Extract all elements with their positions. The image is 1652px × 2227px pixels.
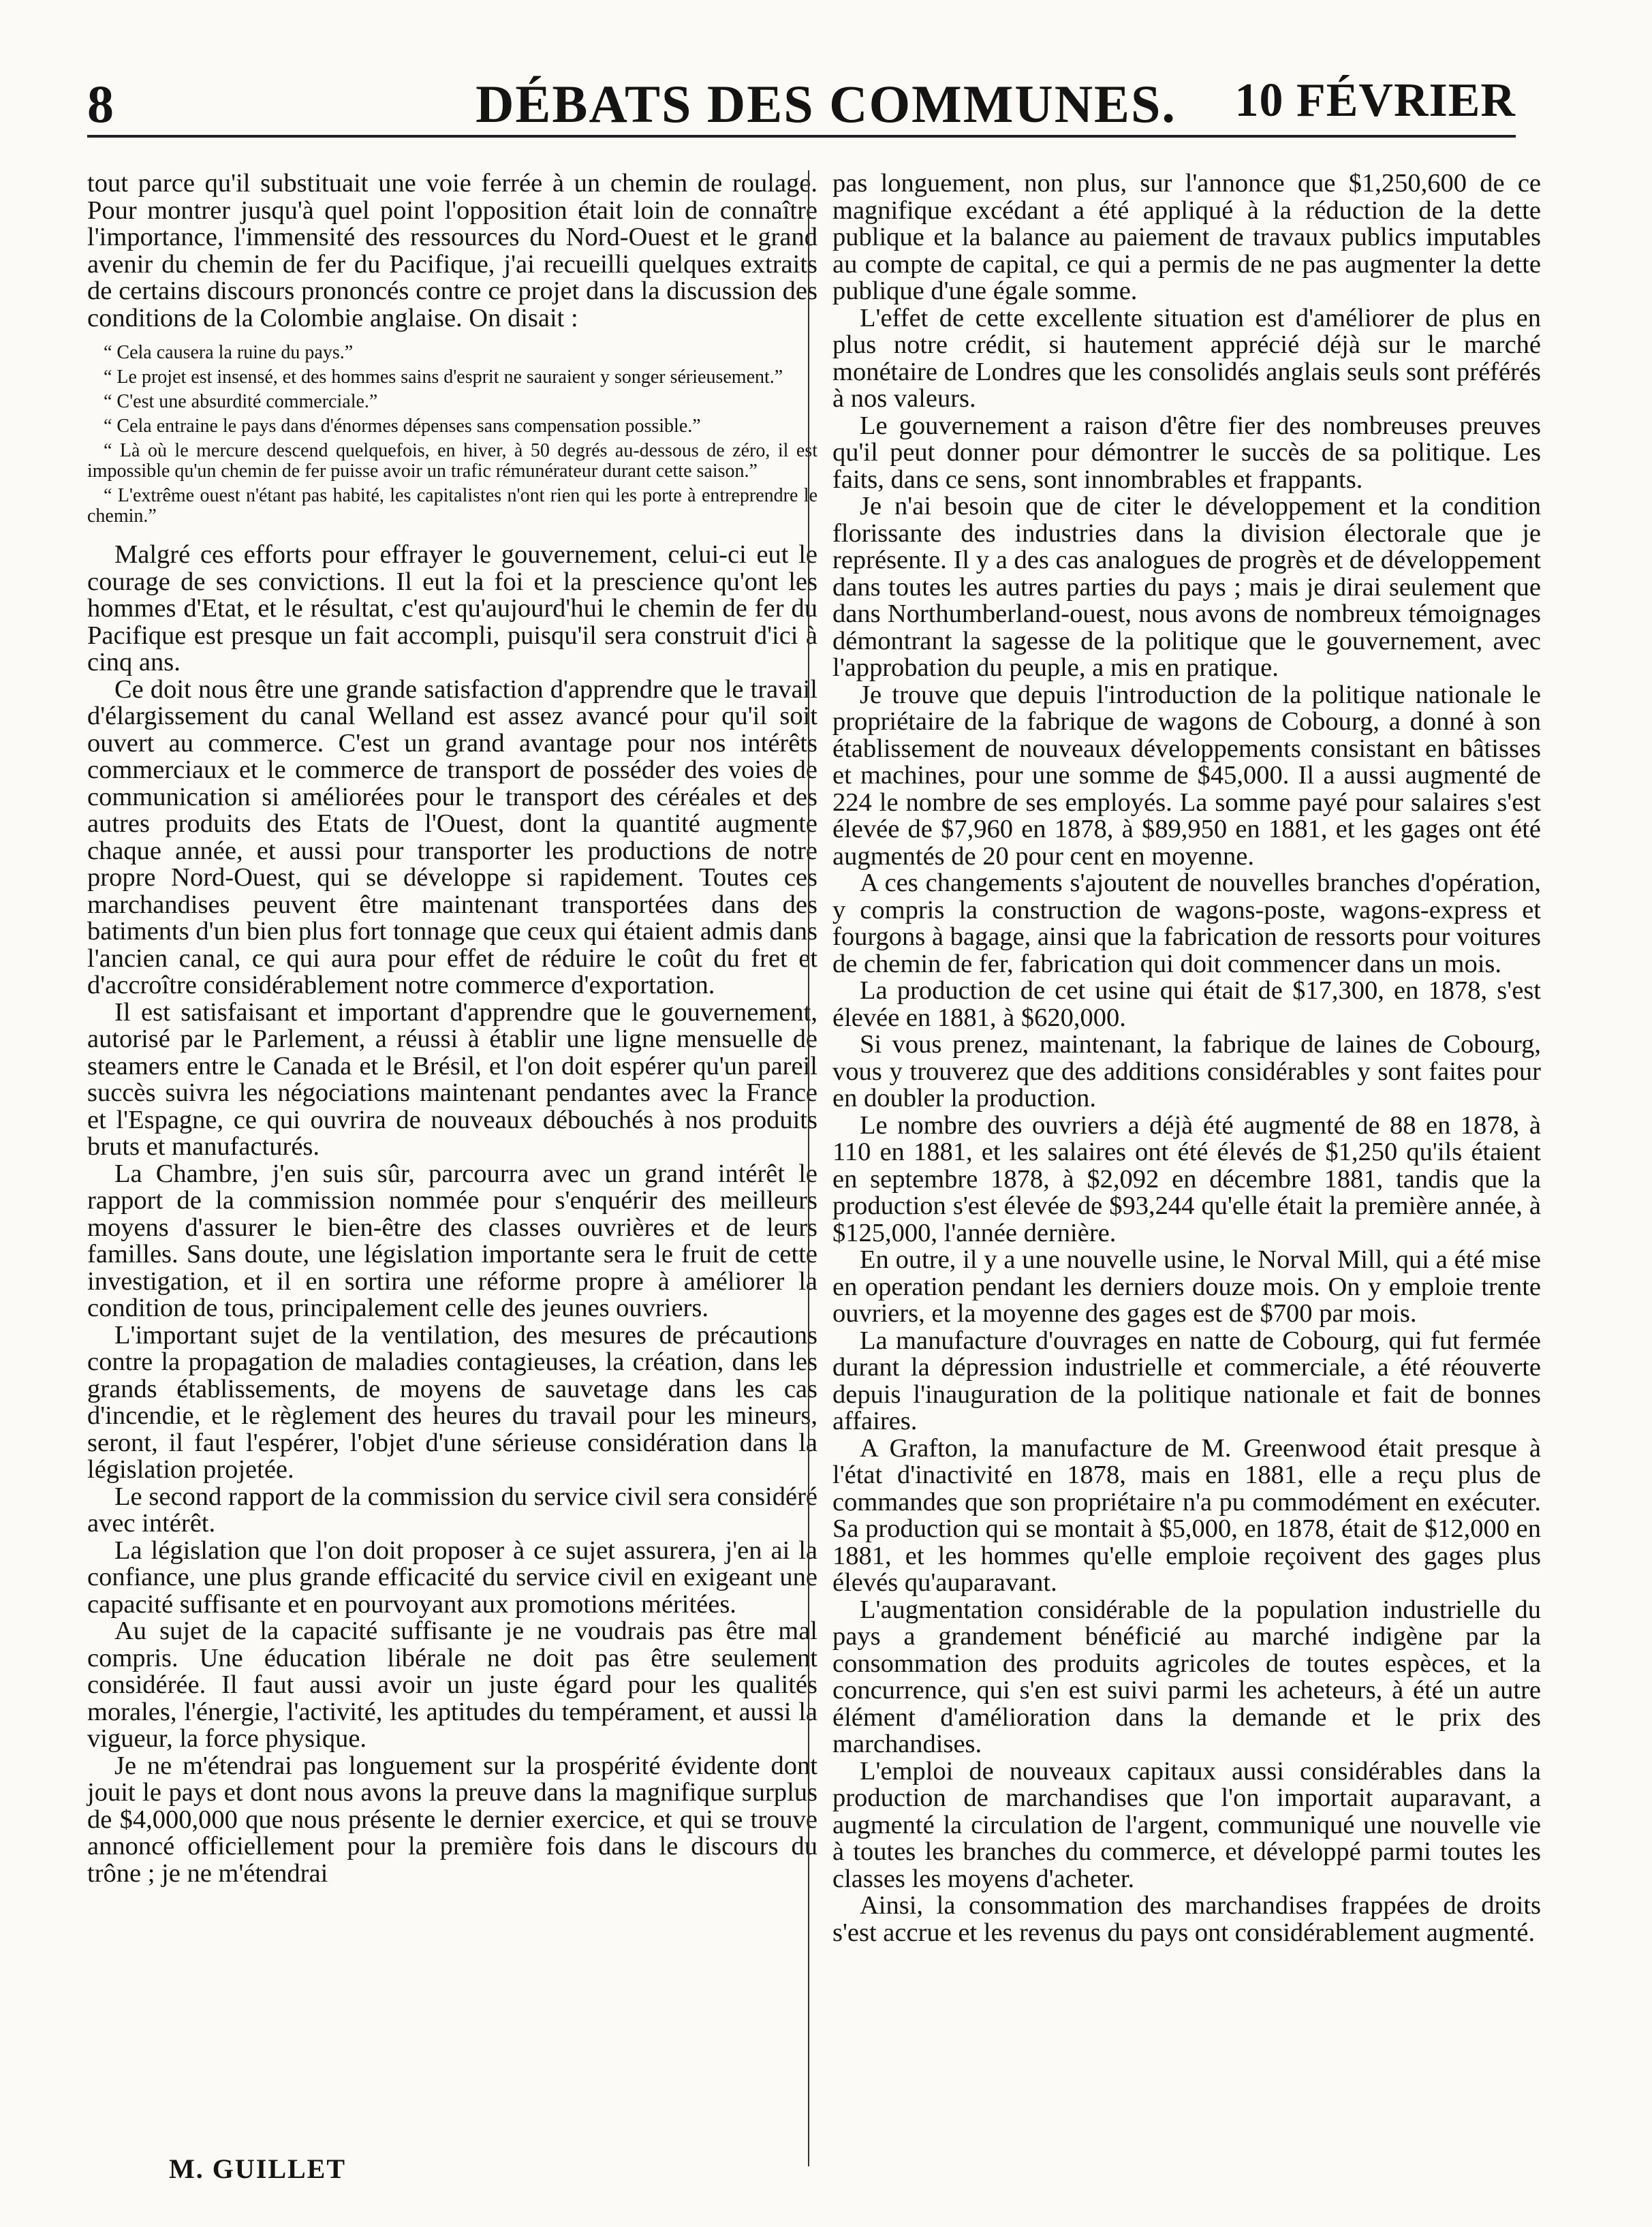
paragraph: Au sujet de la capacité suffisante je ne voudrais pas être mal compris. Une éducation libérale ne doit pas être seulement considérée. Il faut aussi avoir un juste égard pour les qualités morales, l'énergie, l'activité, les aptitudes du tempérament, et aussi la vigueur, la force physique. <box>87 1617 817 1753</box>
page-number: 8 <box>87 74 114 134</box>
quote-line: “ C'est une absurdité commerciale.” <box>104 391 378 412</box>
paragraph: Si vous prenez, maintenant, la fabrique de laines de Cobourg, vous y trouverez que des additions considérables y sont faites pour en doubler la production. <box>832 1030 1541 1112</box>
paragraph: Il est satisfaisant et important d'apprendre que le gouvernement, autorisé par le Parlement, a réussi à établir une ligne mensuelle de steamers entre le Canada et le Brésil, et l'on doit espérer qu'un pareil succès suivra les négociations maintenant pendantes avec la France et l'Espagne, ce qui ouvrira de nouveaux débouchés à nos produits bruts et manufacturés. <box>87 997 817 1161</box>
page-header <box>0 74 1652 135</box>
paragraph: Le second rapport de la commission du service civil sera considéré avec intérêt. <box>87 1482 817 1538</box>
paragraph: Je ne m'étendrai pas longuement sur la prospérité évidente dont jouit le pays et dont nous avons la preuve dans la magnifique surplus de $4,000,000 que nous présente le dernier exercice, et qui se trouve annoncé officiellement pour la première fois dans le discours du trône ; je ne m'étendrai <box>87 1751 817 1888</box>
paragraph: La manufacture d'ouvrages en natte de Cobourg, qui fut fermée durant la dépression industrielle et commerciale, a été réouverte depuis l'inauguration de la politique nationale et fait de bonnes affaires. <box>832 1326 1541 1435</box>
quoted-objections <box>87 343 817 527</box>
paragraph: En outre, il y a une nouvelle usine, le Norval Mill, qui a été mise en operation pendant les derniers douze mois. On y emploie trente ouvriers, et la moyenne des gages est de $700 par mois. <box>832 1245 1541 1328</box>
paragraph: La Chambre, j'en suis sûr, parcourra avec un grand intérêt le rapport de la commission nommée pour s'enquérir des meilleurs moyens d'assurer le bien-être des classes ouvrières et de leurs familles. Sans doute, une législation importante sera le fruit de cette investigation, et il en sortira une réforme propre à améliorer la condition de tous, principalement celle des jeunes ouvriers. <box>87 1159 817 1322</box>
paragraph: L'augmentation considérable de la population industrielle du pays a grandement bénéficié au marché indigène par la consommation des produits agricoles de toutes espèces, et la concurrence, qui s'en est suivi parmi les acheteurs, à été un autre élément d'amélioration dans la demande et le prix des marchandises. <box>832 1595 1541 1758</box>
paragraph: Malgré ces efforts pour effrayer le gouvernement, celui-ci eut le courage de ses convictions. Il eut la foi et la prescience qu'ont les hommes d'Etat, et le résultat, c'est qu'aujourd'hui le chemin de fer du Pacifique est presque un fait accompli, puisqu'il sera construit d'ici à cinq ans. <box>87 540 817 676</box>
quote-line: “ Cela entraine le pays dans d'énormes dépenses sans compensation possible.” <box>104 416 701 437</box>
quote-line: “ Cela causera la ruine du pays.” <box>104 342 354 363</box>
paragraph: Ainsi, la consommation des marchandises frappées de droits s'est accrue et les revenus du pays ont considérablement augmenté. <box>832 1891 1541 1947</box>
header-rule <box>87 135 1516 138</box>
paragraph: Le nombre des ouvriers a déjà été augmenté de 88 en 1878, à 110 en 1881, et les salaires ont été élevés de $1,250 qu'ils étaient en septembre 1878, à $2,092 en décembre 1881, tandis que la production s'est élevée de $93,244 qu'elle était la première année, à $125,000, l'année dernière. <box>832 1110 1541 1247</box>
speaker-name: M. GUILLET <box>169 2153 347 2184</box>
paragraph: Je trouve que depuis l'introduction de la politique nationale le propriétaire de la fabrique de wagons de Cobourg, a donné à son établissement de nouveaux développements consistant en bâtisses et machines, pour une somme de $45,000. Il a aussi augmenté de 224 le nombre de ses employés. La somme payé pour salaires s'est élevée de $7,960 en 1878, à $89,950 en 1881, et les gages ont été augmentés de 20 pour cent en moyenne. <box>832 680 1541 871</box>
publication-title: DÉBATS DES COMMUNES. <box>476 74 1176 134</box>
paragraph: La production de cet usine qui était de $17,300, en 1878, s'est élevée en 1881, à $620,000. <box>832 976 1541 1032</box>
right-column <box>832 170 1541 1946</box>
paragraph: La législation que l'on doit proposer à ce sujet assurera, j'en ai la confiance, une plus grande efficacité du service civil en exigeant une capacité suffisante et en pourvoyant aux promotions méritées. <box>87 1536 817 1619</box>
paragraph: L'effet de cette excellente situation est d'améliorer de plus en plus notre crédit, si hautement apprécié déjà sur le marché monétaire de Londres que les consolidés anglais seuls sont préférés à nos valeurs. <box>832 303 1541 413</box>
paragraph: L'important sujet de la ventilation, des mesures de précautions contre la propagation de maladies contagieuses, la création, dans les grands établissements, de moyens de sauvetage dans les cas d'incendie, et le règlement des heures du travail pour les mineurs, seront, il faut l'espérer, l'objet d'une sérieuse considération dans la législation projetée. <box>87 1320 817 1484</box>
header-date: 10 FÉVRIER <box>1234 74 1516 127</box>
paragraph: A Grafton, la manufacture de M. Greenwood était presque à l'état d'inactivité en 1878, mais en 1881, elle a reçu plus de commandes que son propriétaire n'a pu commodément en exécuter. Sa production qui se montait à $5,000, en 1878, était de $12,000 en 1881, et les hommes qu'elle emploie reçoivent des gages plus élevés qu'auparavant. <box>832 1433 1541 1597</box>
quote-line: “ Là où le mercure descend quelquefois, en hiver, à 50 degrés au-dessous de zéro, il est impossible qu'un chemin de fer puisse avoir un trafic rémunérateur durant cette saison.” <box>87 440 817 482</box>
column-divider <box>808 170 809 2166</box>
paragraph: A ces changements s'ajoutent de nouvelles branches d'opération, y compris la construction de wagons-poste, wagons-express et fourgons à bagage, ainsi que la fabrication de ressorts pour voitures de chemin de fer, fabrication qui doit commencer dans un mois. <box>832 869 1541 978</box>
quote-line: “ Le projet est insensé, et des hommes sains d'esprit ne sauraient y songer sérieusement.” <box>104 367 783 388</box>
paragraph: Je n'ai besoin que de citer le développement et la condition florissante des industries dans la division électorale que je représente. Il y a des cas analogues de progrès et de développement dans toutes les autres parties du pays ; mais je dirai seulement que dans Northumberland-ouest, nous avons de nombreux témoignages démontrant la sagesse de la politique que le gouvernement, avec l'approbation du peuple, a mis en pratique. <box>832 492 1541 682</box>
paragraph: tout parce qu'il substituait une voie ferrée à un chemin de roulage. Pour montrer jusqu'à quel point l'opposition était loin de connaître l'importance, l'immensité des ressources du Nord-Ouest et le grand avenir du chemin de fer du Pacifique, j'ai recueilli quelques extraits de certains discours prononcés contre ce projet dans la discussion des conditions de la Colombie anglaise. On disait : <box>87 169 817 332</box>
paragraph: Le gouvernement a raison d'être fier des nombreuses preuves qu'il peut donner pour démontrer le succès de sa politique. Les faits, dans ce sens, sont innombrables et frappants. <box>832 411 1541 494</box>
paragraph: Ce doit nous être une grande satisfaction d'apprendre que le travail d'élargissement du canal Welland est assez avancé pour qu'il soit ouvert au commerce. C'est un grand avantage pour nos intérêts commerciaux et le commerce de transport de posséder des voies de communication si améliorées pour le transport des céréales et des autres produits des Etats de l'Ouest, dont la quantité augmente chaque année, et aussi pour transporter les productions de notre propre Nord-Ouest, qui se développe si rapidement. Toutes ces marchandises peuvent être maintenant transportées dans des batiments d'un bien plus fort tonnage que ceux qui étaient admis dans l'ancien canal, ce qui aura pour effet de réduire le coût du fret et d'accroître considérablement notre commerce d'exportation. <box>87 674 817 999</box>
paragraph: L'emploi de nouveaux capitaux aussi considérables dans la production de marchandises que l'on importait auparavant, a augmenté la circulation de l'argent, communiqué une nouvelle vie à toutes les branches du commerce, et développé parmi toutes les classes les moyens d'acheter. <box>832 1756 1541 1893</box>
paragraph: pas longuement, non plus, sur l'annonce que $1,250,600 de ce magnifique excédant a été appliqué à la réduction de la dette publique et la balance au paiement de travaux publics imputables au compte de capital, ce qui a permis de ne pas augmenter la dette publique d'une égale somme. <box>832 169 1541 305</box>
quote-line: “ L'extrême ouest n'étant pas habité, les capitalistes n'ont rien qui les porte à entreprendre le chemin.” <box>87 485 817 527</box>
left-column <box>87 170 817 1887</box>
